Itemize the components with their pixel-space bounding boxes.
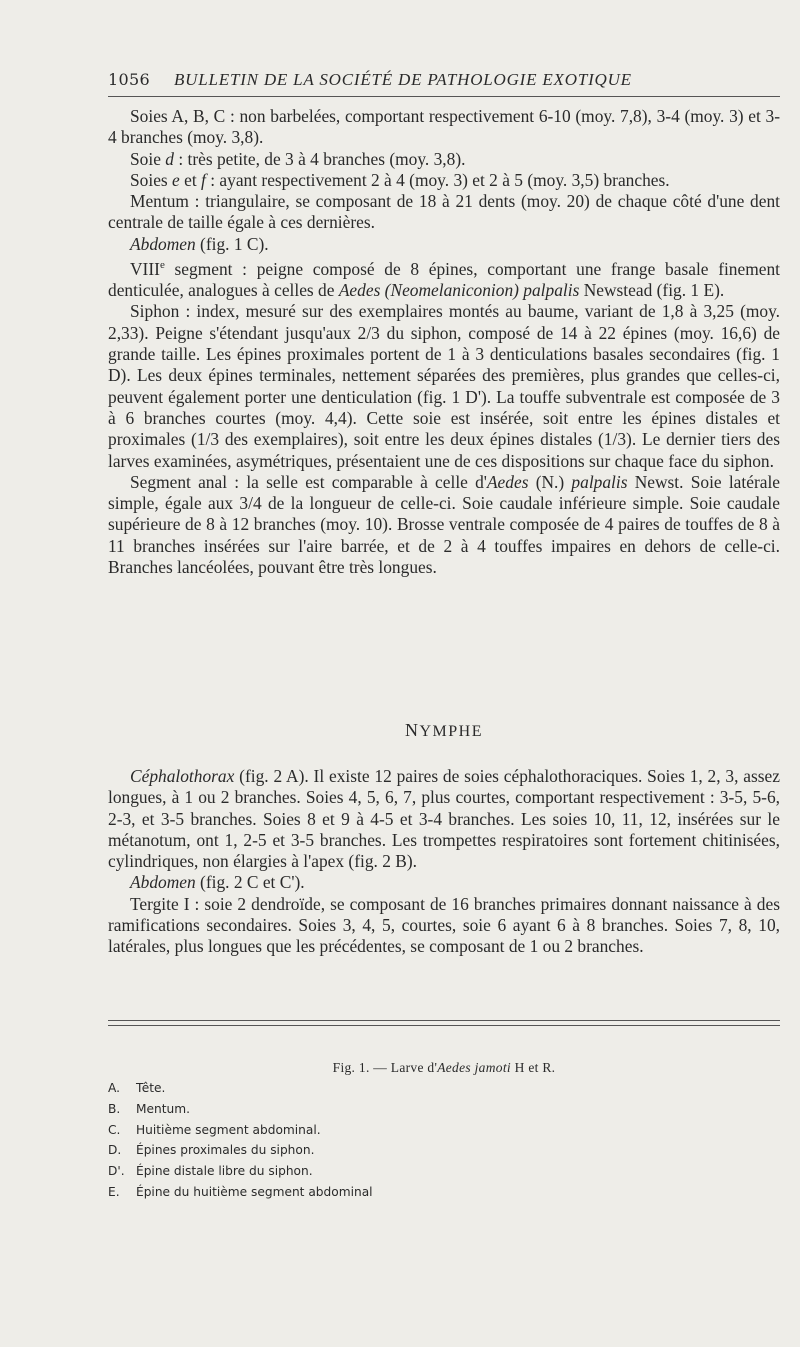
header-rule: [108, 96, 780, 97]
larva-description: [108, 106, 780, 578]
paragraph: Soie d : très petite, de 3 à 4 branches (moy. 3,8).: [130, 148, 466, 169]
paragraph: Céphalothorax (fig. 2 A). Il existe 12 paires de soies céphalothoraciques. Soies 1, 2, 3, assez longues, à 1 ou 2 branches. Soies 4, 5, 6, 7, plus courtes, comportant respectivement : 3-5, 5-6, 2-3, et 3-5 branches. Soies 8 et 9 à 4-5 et 3-4 branches. Les soies 10, 11, 12, insérées sur le métanotum, ont 1, 2-5 et 3-5 branches. Les trompettes respiratoires sont fortement chitinisées, cylindriques, non élargies à l'apex (fig. 2 B).: [108, 766, 780, 872]
section-rule-top: [108, 1020, 780, 1021]
paragraph: Segment anal : la selle est comparable à celle d'Aedes (N.) palpalis Newst. Soie latérale simple, égale aux 3/4 de la longueur de celle-ci. Soie caudale inférieure simple. Soie caudale supérieure de 8 à 12 branches (moy. 10). Brosse ventrale composée de 4 paires de touffes de 8 à 11 branches insérées sur l'aire barrée, et de 2 à 4 touffes impaires en dehors de celle-ci. Branches lancéolées, pouvant être très longues.: [108, 471, 781, 578]
subheading-abdomen: Abdomen (fig. 1 C).: [130, 233, 269, 254]
legend-item: A. Tête.: [108, 1081, 166, 1095]
subheading-abdomen: Abdomen (fig. 2 C et C').: [130, 872, 305, 893]
legend-item: D'. Épine distale libre du siphon.: [108, 1164, 313, 1179]
paragraph: Mentum : triangulaire, se composant de 18 à 21 dents (moy. 20) de chaque côté d'une dent centrale de taille égale à ces dernières.: [108, 191, 780, 233]
paragraph: Siphon : index, mesuré sur des exemplaires montés au baume, variant de 1,8 à 3,25 (moy. 2,33). Peigne s'étendant jusqu'aux 2/3 du siphon, composé de 14 à 22 épines (moy. 16,6) de grande taille. Les épines proximales portent de 1 à 3 denticulations basales secondaires (fig. 1 D). Les deux épines terminales, nettement séparées des premières, plus grandes que celles-ci, peuvent également porter une denticulation (fig. 1 D'). La touffe subventrale est composée de 3 à 6 branches courtes (moy. 4,4). Cette soie est insérée, soit entre les épines distales et proximales (1/3 des exemplaires), soit entre les deux épines distales (1/3). Le dernier tiers des larves examinées, asymétriques, présentaient une de ces dispositions sur chaque face du siphon.: [108, 301, 780, 471]
figure-legend: [108, 1078, 780, 1203]
section-title-nymphe: NYMPHE: [404, 720, 483, 740]
legend-item: E. Épine du huitième segment abdominal: [108, 1184, 373, 1199]
running-header: [108, 68, 780, 96]
page-number: 1056: [108, 70, 150, 89]
legend-item: B. Mentum.: [108, 1101, 190, 1116]
paragraph: Soies A, B, C : non barbelées, comportant respectivement 6-10 (moy. 7,8), 3-4 (moy. 3) et 3-4 branches (moy. 3,8).: [108, 106, 780, 148]
legend-item: C. Huitième segment abdominal.: [108, 1122, 321, 1137]
paragraph: Tergite I : soie 2 dendroïde, se composant de 16 branches primaires donnant naissance à des ramifications secondaires. Soies 3, 4, 5, courtes, soie 6 ayant 6 à 8 branches. Soies 7, 8, 10, latérales, plus longues que les précédentes, se composant de 1 ou 2 branches.: [108, 893, 780, 957]
legend-item: D. Épines proximales du siphon.: [108, 1143, 315, 1158]
section-rule-bottom: [108, 1025, 780, 1026]
paragraph: Soies e et f : ayant respectivement 2 à 4 (moy. 3) et 2 à 5 (moy. 3,5) branches.: [130, 169, 670, 190]
figure-caption: Fig. 1. — Larve d'Aedes jamoti H et R.: [332, 1060, 556, 1075]
journal-title: BULLETIN DE LA SOCIÉTÉ DE PATHOLOGIE EXOTIQUE: [174, 70, 632, 89]
nymph-description: [108, 766, 780, 958]
paragraph: VIIIe segment : peigne composé de 8 épines, comportant une frange basale finement denticulée, analogues à celles de Aedes (Neomelaniconion) palpalis Newstead (fig. 1 E).: [108, 258, 780, 301]
